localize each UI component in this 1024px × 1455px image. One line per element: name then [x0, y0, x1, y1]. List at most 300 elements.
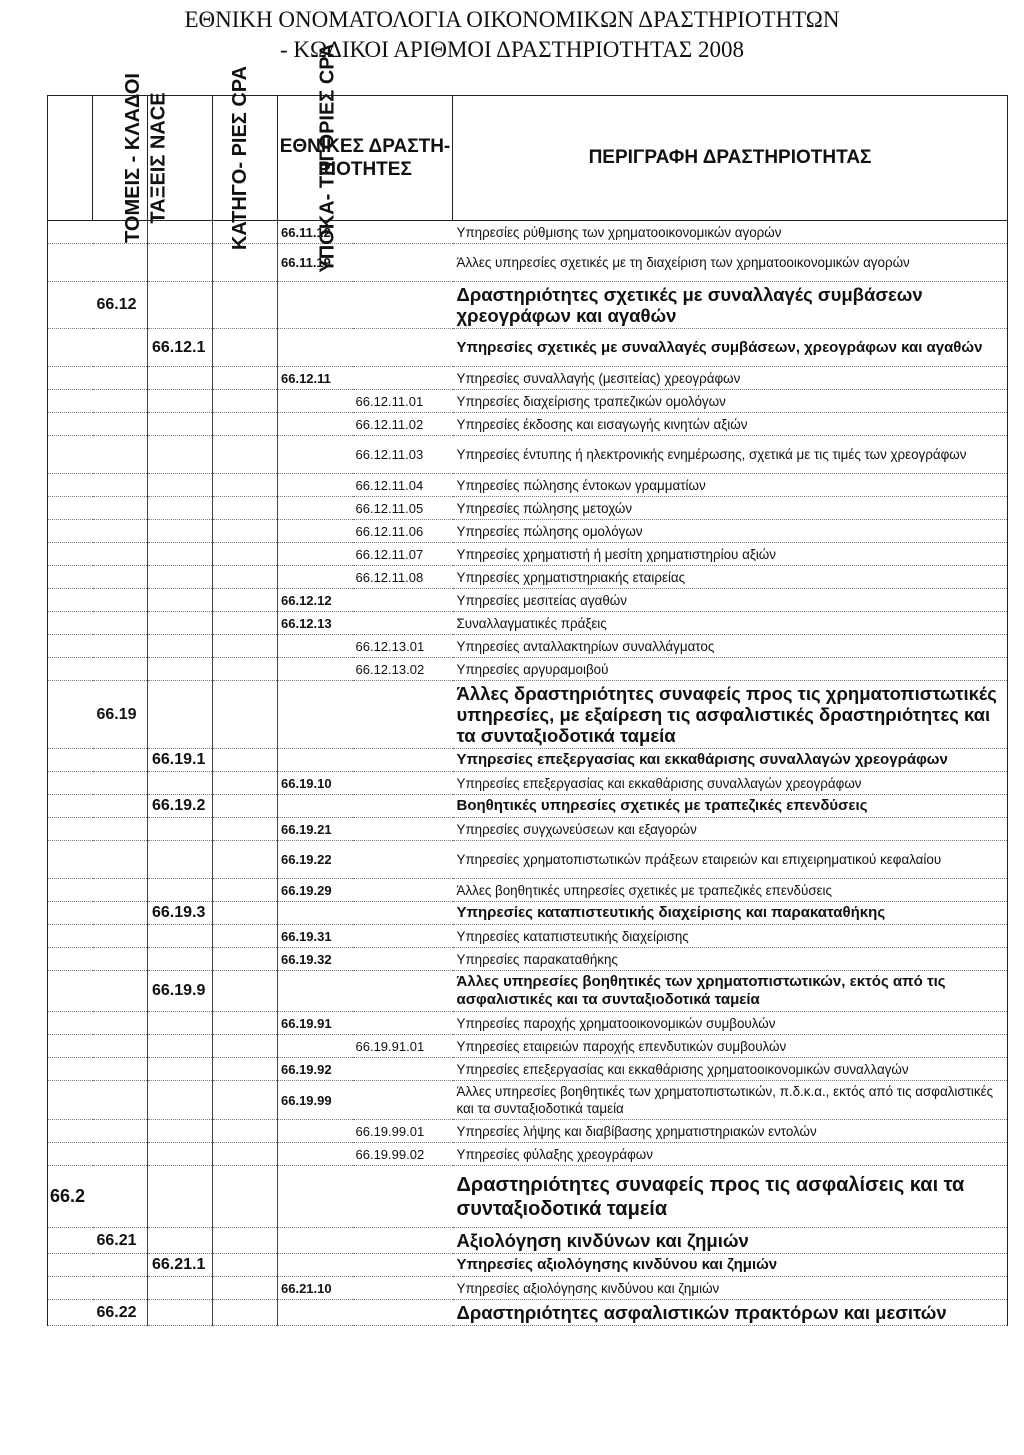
empty-cell — [48, 841, 93, 879]
empty-cell — [93, 367, 148, 390]
empty-cell — [48, 1035, 93, 1058]
table-row — [48, 1300, 1008, 1326]
activity-description: Υπηρεσίες αξιολόγησης κινδύνου και ζημιών — [453, 1254, 1008, 1277]
activity-description: Υπηρεσίες επεξεργασίας και εκκαθάρισης συναλλαγών χρεογράφων — [453, 749, 1008, 772]
empty-cell — [353, 948, 453, 971]
empty-cell — [148, 497, 213, 520]
activity-description: Άλλες υπηρεσίες βοηθητικές των χρηματοπιστωτικών, π.δ.κ.α., εκτός από τις ασφαλιστικές και τα συνταξιοδοτικά ταμεία — [453, 1081, 1008, 1120]
activity-code: 66.19.22 — [278, 841, 353, 879]
activity-description: Υπηρεσίες χρηματιστηριακής εταιρείας — [453, 566, 1008, 589]
empty-cell — [278, 635, 353, 658]
empty-cell — [93, 925, 148, 948]
empty-cell — [93, 436, 148, 474]
empty-cell — [213, 367, 278, 390]
empty-cell — [213, 1081, 278, 1120]
activity-code: 66.21.1 — [148, 1254, 213, 1277]
empty-cell — [278, 749, 353, 772]
activity-description: Συναλλαγματικές πράξεις — [453, 612, 1008, 635]
empty-cell — [148, 948, 213, 971]
empty-cell — [48, 749, 93, 772]
activity-description: Υπηρεσίες παροχής χρηματοοικονομικών συμβουλών — [453, 1012, 1008, 1035]
table-row — [48, 329, 1008, 367]
empty-cell — [353, 772, 453, 795]
empty-cell — [48, 543, 93, 566]
document-title: ΕΘΝΙΚΗ ΟΝΟΜΑΤΟΛΟΓΙΑ ΟΙΚΟΝΟΜΙΚΩΝ ΔΡΑΣΤΗΡΙΟΤΗΤΩΝ — [184, 7, 840, 32]
table-row — [48, 390, 1008, 413]
table-row — [48, 543, 1008, 566]
empty-cell — [93, 948, 148, 971]
activity-description: Υπηρεσίες ρύθμισης των χρηματοοικονομικών αγορών — [453, 221, 1008, 244]
empty-cell — [148, 1143, 213, 1166]
empty-cell — [213, 1254, 278, 1277]
activity-description: Υπηρεσίες σχετικές με συναλλαγές συμβάσεων, χρεογράφων και αγαθών — [453, 329, 1008, 367]
activity-code: 66.12.1 — [148, 329, 213, 367]
empty-cell — [278, 1035, 353, 1058]
table-row — [48, 497, 1008, 520]
empty-cell — [148, 520, 213, 543]
empty-cell — [278, 390, 353, 413]
empty-cell — [278, 436, 353, 474]
activity-description: Υπηρεσίες χρηματοπιστωτικών πράξεων εταιρειών και επιχειρηματικού κεφαλαίου — [453, 841, 1008, 879]
empty-cell — [353, 681, 453, 749]
empty-cell — [213, 749, 278, 772]
empty-cell — [213, 1035, 278, 1058]
table-row — [48, 1228, 1008, 1254]
empty-cell — [278, 795, 353, 818]
empty-cell — [48, 282, 93, 329]
empty-cell — [213, 566, 278, 589]
empty-cell — [213, 925, 278, 948]
activity-code: 66.12.13.01 — [353, 635, 453, 658]
empty-cell — [48, 1120, 93, 1143]
empty-cell — [48, 221, 93, 244]
empty-cell — [213, 1277, 278, 1300]
empty-cell — [148, 1012, 213, 1035]
activity-description: Υπηρεσίες πώλησης έντοκων γραμματίων — [453, 474, 1008, 497]
empty-cell — [93, 1035, 148, 1058]
empty-cell — [93, 520, 148, 543]
empty-cell — [278, 1228, 353, 1254]
empty-cell — [93, 566, 148, 589]
empty-cell — [353, 1012, 453, 1035]
empty-cell — [93, 1143, 148, 1166]
empty-cell — [48, 1058, 93, 1081]
activity-code: 66.19.91 — [278, 1012, 353, 1035]
empty-cell — [93, 497, 148, 520]
empty-cell — [213, 948, 278, 971]
empty-cell — [278, 413, 353, 436]
empty-cell — [148, 221, 213, 244]
table-row — [48, 244, 1008, 282]
empty-cell — [48, 818, 93, 841]
activity-description: Υπηρεσίες έντυπης ή ηλεκτρονικής ενημέρωσης, σχετικά με τις τιμές των χρεογράφων — [453, 436, 1008, 474]
empty-cell — [353, 1277, 453, 1300]
empty-cell — [213, 635, 278, 658]
empty-cell — [48, 1081, 93, 1120]
empty-cell — [93, 413, 148, 436]
activity-code: 66.19 — [93, 681, 148, 749]
activity-description: Υπηρεσίες πώλησης ομολόγων — [453, 520, 1008, 543]
empty-cell — [93, 329, 148, 367]
empty-cell — [93, 1058, 148, 1081]
activity-code: 66.19.21 — [278, 818, 353, 841]
activity-code: 66.19.99.02 — [353, 1143, 453, 1166]
empty-cell — [278, 658, 353, 681]
empty-cell — [148, 681, 213, 749]
empty-cell — [213, 1012, 278, 1035]
empty-cell — [93, 795, 148, 818]
empty-cell — [353, 902, 453, 925]
empty-cell — [48, 390, 93, 413]
empty-cell — [48, 971, 93, 1012]
empty-cell — [353, 367, 453, 390]
table-row — [48, 474, 1008, 497]
empty-cell — [148, 635, 213, 658]
activity-description: Υπηρεσίες εταιρειών παροχής επενδυτικών συμβουλών — [453, 1035, 1008, 1058]
activity-code: 66.12 — [93, 282, 148, 329]
empty-cell — [213, 282, 278, 329]
empty-cell — [148, 566, 213, 589]
table-row — [48, 749, 1008, 772]
empty-cell — [148, 1300, 213, 1326]
empty-cell — [148, 589, 213, 612]
empty-cell — [93, 971, 148, 1012]
activity-code: 66.12.13 — [278, 612, 353, 635]
activity-description: Υπηρεσίες μεσιτείας αγαθών — [453, 589, 1008, 612]
empty-cell — [213, 329, 278, 367]
document-subtitle: - ΚΩΔΙΚΟΙ ΑΡΙΘΜΟΙ ΔΡΑΣΤΗΡΙΟΤΗΤΑΣ 2008 — [279, 37, 745, 62]
table-row — [48, 1166, 1008, 1228]
empty-cell — [148, 390, 213, 413]
table-row — [48, 1012, 1008, 1035]
activity-description: Δραστηριότητες συναφείς προς τις ασφαλίσεις και τα συνταξιοδοτικά ταμεία — [453, 1166, 1008, 1228]
empty-cell — [48, 436, 93, 474]
empty-cell — [353, 329, 453, 367]
activity-code: 66.12.11.02 — [353, 413, 453, 436]
activity-description: Άλλες υπηρεσίες σχετικές με τη διαχείριση των χρηματοοικονομικών αγορών — [453, 244, 1008, 282]
activity-code: 66.21.10 — [278, 1277, 353, 1300]
table-row — [48, 1143, 1008, 1166]
empty-cell — [213, 612, 278, 635]
table-row — [48, 436, 1008, 474]
empty-cell — [148, 367, 213, 390]
activity-description: Υπηρεσίες φύλαξης χρεογράφων — [453, 1143, 1008, 1166]
activity-code: 66.12.11.03 — [353, 436, 453, 474]
activity-code: 66.11.12 — [278, 221, 353, 244]
empty-cell — [213, 390, 278, 413]
empty-cell — [48, 795, 93, 818]
empty-cell — [213, 1300, 278, 1326]
empty-cell — [353, 1081, 453, 1120]
empty-cell — [353, 749, 453, 772]
empty-cell — [48, 413, 93, 436]
table-row — [48, 841, 1008, 879]
empty-cell — [48, 1012, 93, 1035]
activity-code: 66.12.11.06 — [353, 520, 453, 543]
empty-cell — [148, 1035, 213, 1058]
activity-description: Υπηρεσίες επεξεργασίας και εκκαθάρισης συναλλαγών χρεογράφων — [453, 772, 1008, 795]
table-row — [48, 971, 1008, 1012]
empty-cell — [278, 543, 353, 566]
table-row — [48, 925, 1008, 948]
empty-cell — [213, 681, 278, 749]
empty-cell — [148, 818, 213, 841]
activity-description: Υπηρεσίες αργυραμοιβού — [453, 658, 1008, 681]
empty-cell — [278, 681, 353, 749]
activity-description: Δραστηριότητες σχετικές με συναλλαγές συμβάσεων χρεογράφων και αγαθών — [453, 282, 1008, 329]
table-row — [48, 681, 1008, 749]
empty-cell — [93, 1277, 148, 1300]
empty-cell — [353, 925, 453, 948]
activity-description: Υπηρεσίες παρακαταθήκης — [453, 948, 1008, 971]
empty-cell — [93, 1166, 148, 1228]
empty-cell — [278, 902, 353, 925]
empty-cell — [278, 474, 353, 497]
empty-cell — [148, 1058, 213, 1081]
empty-cell — [353, 971, 453, 1012]
activity-description: Δραστηριότητες ασφαλιστικών πρακτόρων και μεσιτών — [453, 1300, 1008, 1326]
empty-cell — [93, 818, 148, 841]
activity-code: 66.19.10 — [278, 772, 353, 795]
empty-cell — [93, 902, 148, 925]
empty-cell — [93, 658, 148, 681]
empty-cell — [48, 879, 93, 902]
activity-description: Αξιολόγηση κινδύνων και ζημιών — [453, 1228, 1008, 1254]
empty-cell — [48, 1300, 93, 1326]
activity-code: 66.19.9 — [148, 971, 213, 1012]
activity-code: 66.11.19 — [278, 244, 353, 282]
activity-code: 66.12.11.07 — [353, 543, 453, 566]
empty-cell — [93, 635, 148, 658]
empty-cell — [148, 282, 213, 329]
column-header-description: ΠΕΡΙΓΡΑΦΗ ΔΡΑΣΤΗΡΙΟΤΗΤΑΣ — [453, 96, 1008, 221]
empty-cell — [48, 566, 93, 589]
table-row — [48, 1254, 1008, 1277]
table-row — [48, 221, 1008, 244]
empty-cell — [213, 818, 278, 841]
activity-code: 66.19.2 — [148, 795, 213, 818]
empty-cell — [148, 1120, 213, 1143]
table-row — [48, 566, 1008, 589]
activity-description: Υπηρεσίες χρηματιστή ή μεσίτη χρηματιστηρίου αξιών — [453, 543, 1008, 566]
activity-code: 66.12.11.04 — [353, 474, 453, 497]
column-header-cpa-subcategories: ΥΠΟΚΑ- ΤΗΓΟΡΙΕΣ CPA — [213, 96, 278, 221]
activity-code: 66.19.29 — [278, 879, 353, 902]
empty-cell — [213, 1120, 278, 1143]
empty-cell — [213, 1166, 278, 1228]
column-header-sector: ΤΟΜΕΙΣ - ΚΛΑΔΟΙ — [48, 96, 93, 221]
empty-cell — [48, 612, 93, 635]
activity-description: Άλλες βοηθητικές υπηρεσίες σχετικές με τραπεζικές επενδύσεις — [453, 879, 1008, 902]
empty-cell — [148, 543, 213, 566]
empty-cell — [48, 367, 93, 390]
activity-description: Υπηρεσίες συγχωνεύσεων και εξαγορών — [453, 818, 1008, 841]
empty-cell — [48, 681, 93, 749]
empty-cell — [148, 1228, 213, 1254]
empty-cell — [353, 795, 453, 818]
empty-cell — [93, 1012, 148, 1035]
activity-description: Άλλες υπηρεσίες βοηθητικές των χρηματοπιστωτικών, εκτός από τις ασφαλιστικές και τα συνταξιοδοτικά ταμεία — [453, 971, 1008, 1012]
activity-code: 66.12.13.02 — [353, 658, 453, 681]
table-row — [48, 818, 1008, 841]
table-row — [48, 879, 1008, 902]
empty-cell — [353, 244, 453, 282]
activity-code: 66.19.1 — [148, 749, 213, 772]
empty-cell — [353, 841, 453, 879]
empty-cell — [353, 1166, 453, 1228]
empty-cell — [148, 436, 213, 474]
activity-description: Υπηρεσίες καταπιστευτικής διαχείρισης και παρακαταθήκης — [453, 902, 1008, 925]
activity-code: 66.12.11.08 — [353, 566, 453, 589]
table-row — [48, 1058, 1008, 1081]
empty-cell — [48, 772, 93, 795]
empty-cell — [148, 772, 213, 795]
empty-cell — [213, 543, 278, 566]
activity-code: 66.19.32 — [278, 948, 353, 971]
empty-cell — [278, 520, 353, 543]
empty-cell — [213, 795, 278, 818]
empty-cell — [213, 413, 278, 436]
activity-description: Υπηρεσίες λήψης και διαβίβασης χρηματιστηριακών εντολών — [453, 1120, 1008, 1143]
empty-cell — [213, 902, 278, 925]
empty-cell — [213, 474, 278, 497]
empty-cell — [353, 589, 453, 612]
empty-cell — [93, 244, 148, 282]
empty-cell — [148, 841, 213, 879]
activity-code: 66.19.99.01 — [353, 1120, 453, 1143]
empty-cell — [213, 841, 278, 879]
empty-cell — [353, 1300, 453, 1326]
activity-code: 66.2 — [48, 1166, 93, 1228]
empty-cell — [353, 221, 453, 244]
empty-cell — [353, 879, 453, 902]
empty-cell — [278, 971, 353, 1012]
empty-cell — [148, 879, 213, 902]
empty-cell — [353, 1254, 453, 1277]
table-row — [48, 772, 1008, 795]
table-row — [48, 520, 1008, 543]
activity-description: Υπηρεσίες διαχείρισης τραπεζικών ομολόγων — [453, 390, 1008, 413]
empty-cell — [213, 497, 278, 520]
table-row — [48, 658, 1008, 681]
empty-cell — [93, 543, 148, 566]
activity-description: Υπηρεσίες καταπιστευτικής διαχείρισης — [453, 925, 1008, 948]
empty-cell — [148, 612, 213, 635]
activity-code: 66.12.12 — [278, 589, 353, 612]
empty-cell — [93, 879, 148, 902]
empty-cell — [278, 1143, 353, 1166]
table-row — [48, 1277, 1008, 1300]
table-row — [48, 635, 1008, 658]
empty-cell — [93, 841, 148, 879]
activity-description: Υπηρεσίες πώλησης μετοχών — [453, 497, 1008, 520]
activity-code: 66.21 — [93, 1228, 148, 1254]
empty-cell — [278, 497, 353, 520]
empty-cell — [48, 1254, 93, 1277]
empty-cell — [93, 749, 148, 772]
activity-description: Υπηρεσίες επεξεργασίας και εκκαθάρισης χρηματοοικονομικών συναλλαγών — [453, 1058, 1008, 1081]
activity-code: 66.12.11.05 — [353, 497, 453, 520]
empty-cell — [148, 925, 213, 948]
empty-cell — [278, 1254, 353, 1277]
activity-code: 66.19.92 — [278, 1058, 353, 1081]
activity-code: 66.19.3 — [148, 902, 213, 925]
empty-cell — [213, 1228, 278, 1254]
activity-description: Υπηρεσίες συναλλαγής (μεσιτείας) χρεογράφων — [453, 367, 1008, 390]
table-row — [48, 795, 1008, 818]
empty-cell — [353, 282, 453, 329]
empty-cell — [48, 1228, 93, 1254]
empty-cell — [353, 1058, 453, 1081]
empty-cell — [48, 902, 93, 925]
empty-cell — [48, 497, 93, 520]
empty-cell — [148, 658, 213, 681]
empty-cell — [48, 1277, 93, 1300]
empty-cell — [278, 329, 353, 367]
empty-cell — [213, 971, 278, 1012]
empty-cell — [353, 818, 453, 841]
empty-cell — [48, 244, 93, 282]
empty-cell — [93, 772, 148, 795]
activity-description: Υπηρεσίες έκδοσης και εισαγωγής κινητών αξιών — [453, 413, 1008, 436]
empty-cell — [93, 612, 148, 635]
activity-description: Υπηρεσίες αξιολόγησης κινδύνου και ζημιών — [453, 1277, 1008, 1300]
empty-cell — [278, 1166, 353, 1228]
empty-cell — [213, 1058, 278, 1081]
activity-code: 66.12.11 — [278, 367, 353, 390]
empty-cell — [148, 1166, 213, 1228]
activity-description: Άλλες δραστηριότητες συναφείς προς τις χρηματοπιστωτικές υπηρεσίες, με εξαίρεση τις ασφαλιστικές δραστηριότητες και τα συνταξιοδοτικά ταμεία — [453, 681, 1008, 749]
empty-cell — [213, 879, 278, 902]
empty-cell — [93, 1081, 148, 1120]
table-row — [48, 589, 1008, 612]
empty-cell — [213, 520, 278, 543]
activity-code: 66.19.91.01 — [353, 1035, 453, 1058]
activity-code: 66.19.99 — [278, 1081, 353, 1120]
activity-code: 66.19.31 — [278, 925, 353, 948]
table-row — [48, 1035, 1008, 1058]
table-row — [48, 1081, 1008, 1120]
empty-cell — [278, 282, 353, 329]
empty-cell — [148, 1081, 213, 1120]
activity-description: Υπηρεσίες ανταλλακτηρίων συναλλάγματος — [453, 635, 1008, 658]
empty-cell — [213, 589, 278, 612]
empty-cell — [48, 520, 93, 543]
table-header-row — [48, 96, 1008, 221]
column-header-national: ΕΘΝΙΚΕΣ ΔΡΑΣΤΗ- ΡΙΟΤΗΤΕΣ — [278, 96, 453, 221]
table-row — [48, 1120, 1008, 1143]
table-row — [48, 902, 1008, 925]
empty-cell — [213, 658, 278, 681]
empty-cell — [48, 635, 93, 658]
empty-cell — [48, 589, 93, 612]
empty-cell — [148, 474, 213, 497]
empty-cell — [148, 244, 213, 282]
empty-cell — [148, 1277, 213, 1300]
empty-cell — [48, 948, 93, 971]
empty-cell — [93, 1254, 148, 1277]
empty-cell — [93, 1120, 148, 1143]
empty-cell — [353, 612, 453, 635]
activity-code: 66.22 — [93, 1300, 148, 1326]
empty-cell — [148, 413, 213, 436]
empty-cell — [93, 589, 148, 612]
activity-description: Βοηθητικές υπηρεσίες σχετικές με τραπεζικές επενδύσεις — [453, 795, 1008, 818]
empty-cell — [93, 474, 148, 497]
activity-code: 66.12.11.01 — [353, 390, 453, 413]
empty-cell — [48, 925, 93, 948]
table-row — [48, 413, 1008, 436]
